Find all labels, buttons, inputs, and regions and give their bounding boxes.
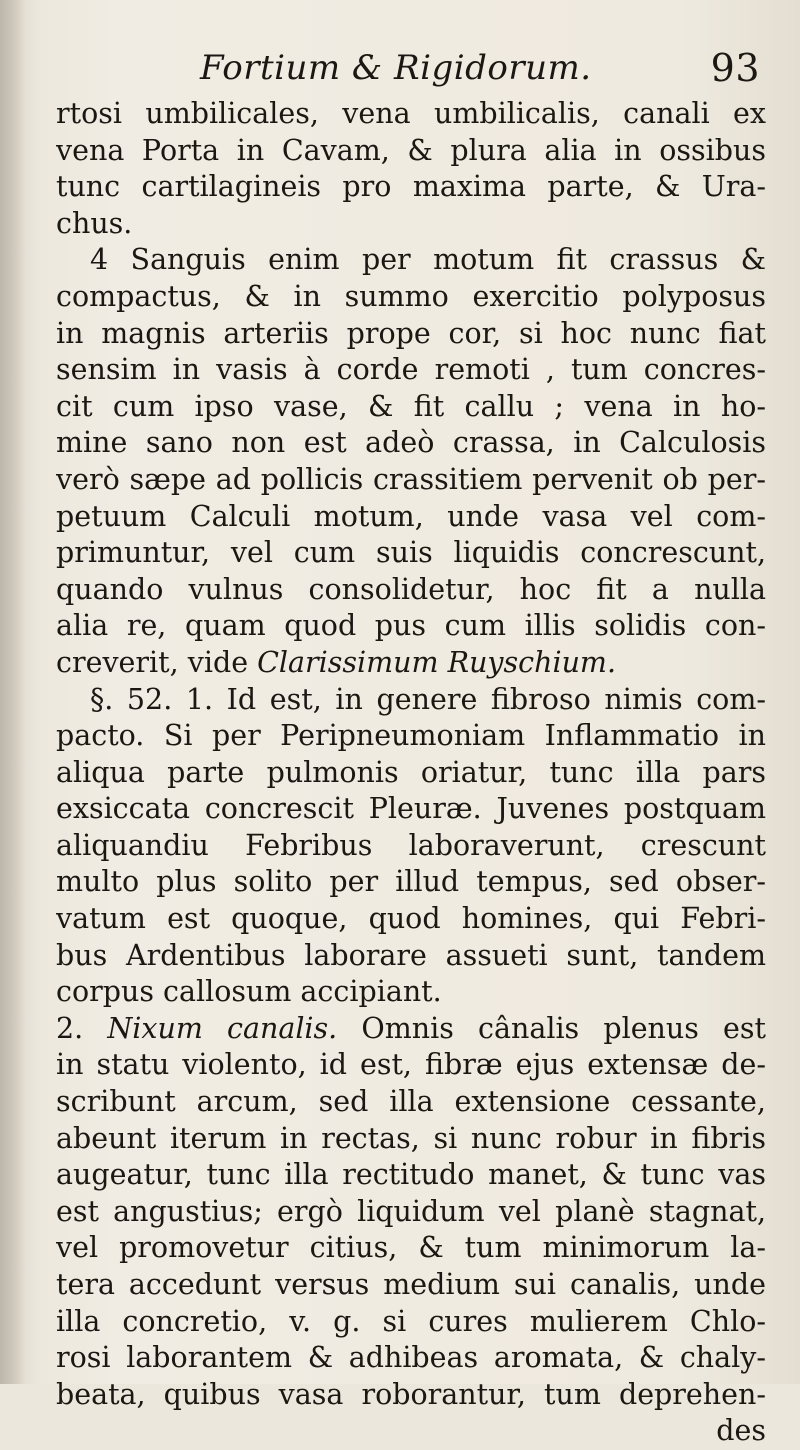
text-line: in statu violento, id est, fibræ ejus extensæ de-	[56, 1048, 766, 1082]
paragraph-start-line: 4 Sanguis enim per motum fit crassus &	[90, 243, 766, 277]
text-line: alia re, quam quod pus cum illis solidis con-	[56, 609, 766, 643]
text-line: chus.	[56, 206, 133, 240]
text-line: verò sæpe ad pollicis crassitiem pervenit ob per-	[56, 462, 766, 496]
subsection-line: 2. Nixum canalis. Omnis cânalis plenus est	[56, 1011, 766, 1045]
text-line: bus Ardentibus laborare assueti sunt, tandem	[56, 938, 766, 972]
text-line: pacto. Si per Peripneumoniam Inflammatio in	[56, 719, 766, 753]
running-head	[200, 48, 760, 98]
cited-author: Clarissimum Ruyschium.	[257, 645, 617, 679]
text-line: vatum est quoque, quod homines, qui Febri-	[56, 902, 766, 936]
text-line: aliquandiu Febribus laboraverunt, crescunt	[56, 828, 766, 862]
text-line: rtosi umbilicales, vena umbilicalis, canali ex	[56, 97, 766, 130]
text-line: rosi laborantem & adhibeas aromata, & chaly-	[56, 1341, 766, 1375]
page-gutter-shadow	[0, 0, 26, 1384]
text-line: aliqua parte pulmonis oriatur, tunc illa pars	[56, 755, 766, 789]
catchword: des	[716, 1414, 766, 1448]
text-line: mine sano non est adeò crassa, in Calculosis	[56, 426, 766, 460]
text-line: tera accedunt versus medium sui canalis, unde	[56, 1268, 766, 1301]
text-line: cit cum ipso vase, & fit callu ; vena in ho-	[56, 389, 766, 423]
text-line: est angustius; ergò liquidum vel planè stagnat,	[56, 1194, 766, 1228]
text-line: illa concretio, v. g. si cures mulierem Chlo-	[56, 1304, 766, 1338]
running-head-title: Fortium & Rigidorum.	[200, 48, 592, 88]
text-line: petuum Calculi motum, unde vasa vel com-	[56, 499, 766, 533]
text-line: scribunt arcum, sed illa extensione cessante,	[56, 1085, 766, 1119]
text-line: vena Porta in Cavam, & plura alia in ossibus	[56, 133, 766, 167]
text-line: exsiccata concrescit Pleuræ. Juvenes postquam	[56, 792, 766, 826]
subsection-title: Nixum canalis.	[107, 1011, 338, 1045]
text-line: abeunt iterum in rectas, si nunc robur in fibris	[56, 1121, 766, 1155]
text-line: quando vulnus consolidetur, hoc fit a nulla	[56, 572, 766, 606]
text-line: compactus, & in summo exercitio polyposus	[56, 279, 766, 313]
body-text	[56, 96, 766, 1450]
text-line: in magnis arteriis prope cor, si hoc nunc fiat	[56, 316, 766, 350]
text-line: vel promovetur citius, & tum minimorum la-	[56, 1231, 766, 1265]
section-heading-line: §. 52. 1. Id est, in genere fibroso nimis com-	[90, 682, 766, 716]
text-line: multo plus solito per illud tempus, sed obser-	[56, 865, 766, 899]
text-line: tunc cartilagineis pro maxima parte, & Ura-	[56, 170, 766, 204]
text-line: sensim in vasis à corde remoti , tum concres-	[56, 353, 766, 387]
text-line: corpus callosum accipiant.	[56, 975, 442, 1009]
text-line: beata, quibus vasa roborantur, tum deprehen-	[56, 1377, 766, 1411]
page-number: 93	[710, 46, 760, 90]
text-line: augeatur, tunc illa rectitudo manet, & tunc vas	[56, 1158, 766, 1192]
text-line: creverit, vide Clarissimum Ruyschium.	[56, 645, 617, 679]
text-line: primuntur, vel cum suis liquidis concrescunt,	[56, 536, 766, 570]
